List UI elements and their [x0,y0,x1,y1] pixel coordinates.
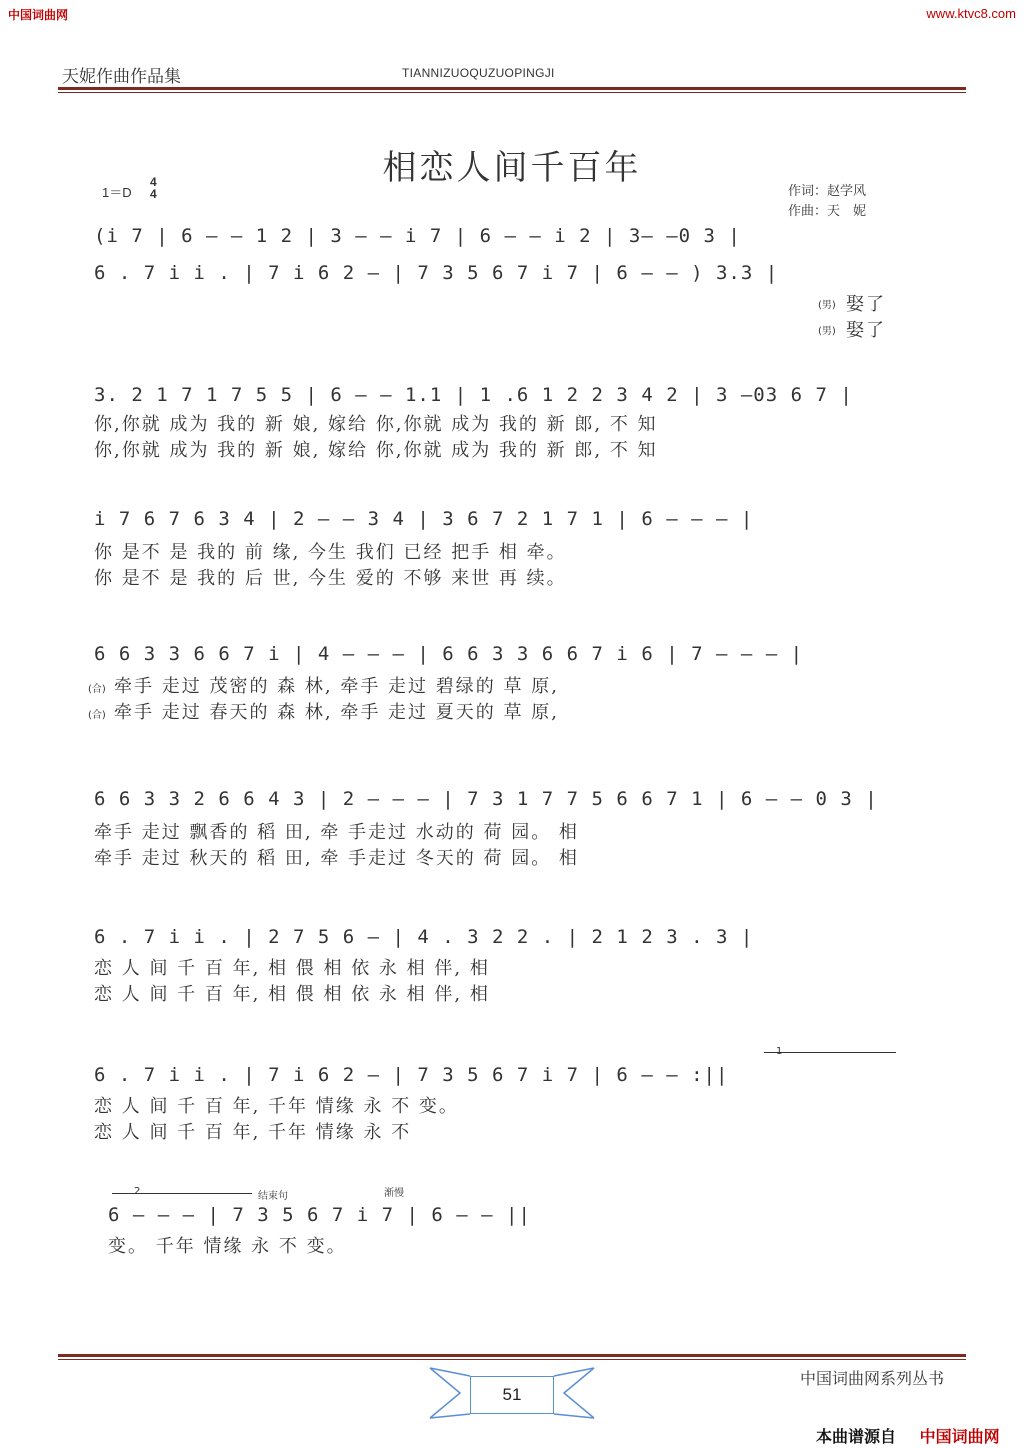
header-rule-thin [58,92,966,93]
score-line-3: 3. 2 1 7 1 7 5 5 | 6 — — 1.1 | 1 .6 1 2 2 3 4 2 | 3 —03 6 7 | [94,384,853,406]
collection-title: 天妮作曲作品集 [62,67,181,87]
role-chorus-marker: (合) [88,684,106,695]
lyric-line-7-verse-2: 恋 人 间 千 百 年, 相 偎 相 依 永 相 伴, 相 [94,984,490,1005]
lyric-line-6-verse-1: 牵手 走过 飘香的 稻 田, 牵 手走过 水动的 荷 园。 相 [94,822,579,843]
footer-rule-thin [58,1359,966,1360]
source-credit [816,1424,1000,1447]
source-prefix: 本曲谱源自 [816,1427,897,1446]
lyricist-credit: 作词：赵学风 [788,184,867,199]
header-rule-thick [58,87,966,90]
lyric-line-4-verse-1: 你 是不 是 我的 前 缘, 今生 我们 已经 把手 相 牵。 [94,542,567,563]
score-line-5: 6 6 3 3 6 6 7 i | 4 — — — | 6 6 3 3 6 6 7 i 6 | 7 — — — | [94,643,804,665]
series-name: 中国词曲网系列丛书 [800,1369,945,1388]
key-signature: 1＝D [102,185,132,200]
volta-2-bracket [112,1193,252,1194]
score-line-6: 6 6 3 3 2 6 6 4 3 | 2 — — — | 7 3 1 7 7 5 6 6 7 1 | 6 — — 0 3 | [94,788,878,810]
volta-1-number: 1 [776,1046,783,1057]
time-signature [150,176,157,200]
lyric-line-3-verse-1: 你,你就 成为 我的 新 娘, 嫁给 你,你就 成为 我的 新 郎, 不 知 [94,414,658,435]
composer-credit: 作曲：天 妮 [788,204,867,219]
lyric-line-7-verse-1: 恋 人 间 千 百 年, 相 偎 相 依 永 相 伴, 相 [94,958,490,979]
page-number: 51 [470,1376,554,1414]
lyric-line-8-verse-2: 恋 人 间 千 百 年, 千年 情缘 永 不 [94,1122,412,1143]
pickup-lyric-2: 娶了 [846,320,886,341]
lyric-line-5-verse-2: 牵手 走过 春天的 森 林, 牵手 走过 夏天的 草 原, [114,702,559,723]
score-line-8: 6 . 7 i i . | 7 i 6 2 — | 7 3 5 6 7 i 7 | 6 — — :|| [94,1064,729,1086]
role-chorus-marker: (合) [88,710,106,721]
ending-label: 结束句 [258,1191,288,1202]
score-line-1: (i 7 | 6 — — 1 2 | 3 — — i 7 | 6 — — i 2 | 3— —0 3 | [94,225,741,247]
song-title: 相恋人间千百年 [382,148,642,188]
lyric-line-5-verse-1: 牵手 走过 茂密的 森 林, 牵手 走过 碧绿的 草 原, [114,676,559,697]
lyric-line-4-verse-2: 你 是不 是 我的 后 世, 今生 爱的 不够 来世 再 续。 [94,568,567,589]
volta-2-number: 2 [134,1186,141,1197]
score-line-2: 6 . 7 i i . | 7 i 6 2 — | 7 3 5 6 7 i 7 | 6 — — ) 3.3 | [94,262,779,284]
pickup-lyric-1: 娶了 [846,294,886,315]
score-line-7: 6 . 7 i i . | 2 7 5 6 — | 4 . 3 2 2 . | 2 1 2 3 . 3 | [94,926,754,948]
footer-rule-thick [58,1354,966,1357]
lyric-line-3-verse-2: 你,你就 成为 我的 新 娘, 嫁给 你,你就 成为 我的 新 郎, 不 知 [94,440,658,461]
site-url[interactable]: www.ktvc8.com [926,6,1016,21]
time-signature-denominator: 4 [150,187,157,201]
score-line-4: i 7 6 7 6 3 4 | 2 — — 3 4 | 3 6 7 2 1 7 1 | 6 — — — | [94,508,754,530]
volta-1-bracket [764,1052,896,1053]
role-male-marker: (男) [818,326,836,337]
source-site-link[interactable]: 中国词曲网 [919,1427,1000,1446]
lyric-line-6-verse-2: 牵手 走过 秋天的 稻 田, 牵 手走过 冬天的 荷 园。 相 [94,848,579,869]
score-line-9: 6 — — — | 7 3 5 6 7 i 7 | 6 — — || [108,1204,531,1226]
lyric-line-8-verse-1: 恋 人 间 千 百 年, 千年 情缘 永 不 变。 [94,1096,459,1117]
role-male-marker: (男) [818,300,836,311]
lyric-line-9: 变。 千年 情缘 永 不 变。 [108,1236,347,1257]
time-signature-numerator: 4 [150,175,157,189]
tempo-slow-label: 渐慢 [384,1188,404,1199]
collection-title-pinyin: TIANNIZUOQUZUOPINGJI [402,66,555,80]
site-logo-text[interactable]: 中国词曲网 [8,8,69,22]
